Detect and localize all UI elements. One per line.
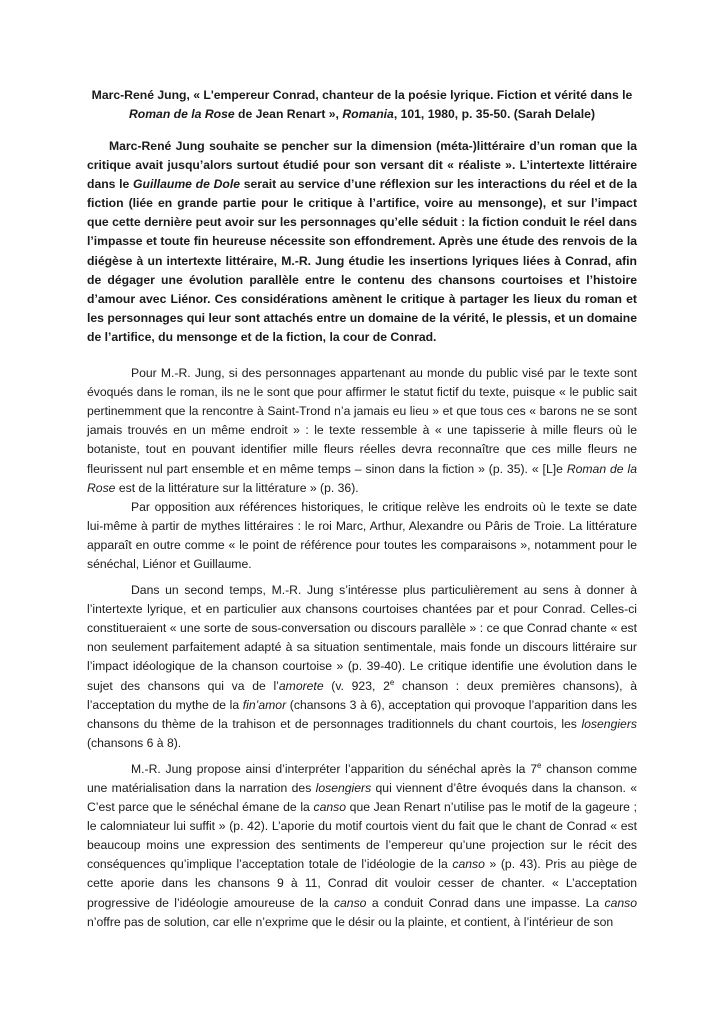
citation-author: de Jean Renart », <box>234 106 343 121</box>
body-paragraph-2 <box>87 498 637 574</box>
p4-italic-3: canso <box>452 857 485 872</box>
p1-text-1: Pour M.-R. Jung, si des personnages appartenant au monde du public visé par le texte sont évoqués dans le roman, ils ne le sont que pour affirmer le statut fictif du texte, puisque « le public sait pertinemment que la rencontre à Saint-Trond n’a jamais eu lieu » et que tous ces « barons ne se sont jamais trouvés en un même endroit » : le texte ressemble à « une tapisserie à mille fleurs où le botaniste, tout en pouvant identifier mille fleurs réelles devra reconnaître que ces mille fleurs ne fleurissent nul part ensemble et en même temps – sinon dans la fiction » (p. 35). « [L]e <box>87 366 637 476</box>
p4-text-4: que Jean Renart n’utilise pas le motif de la gageure ; le calomniateur lui suffit » (p. 42). L’aporie du motif courtois vient du fait que le chant de Conrad « est beaucoup moins une expression des sentiments de l’empereur qu’une projection sur le récit des conséquences qu’implique l’acceptation totale de l’idéologie de la <box>87 800 637 872</box>
p3-text-2: (v. 923, 2 <box>323 678 390 693</box>
p4-italic-4: canso <box>333 895 367 910</box>
p3-italic-3: losengiers <box>581 716 637 731</box>
p3-text-1: Dans un second temps, M.-R. Jung s’intéresse plus particulièrement au sens à donner à l’intertexte lyrique, et en particulier aux chansons courtoises chantées par et pour Conrad. Celles-ci constitueraient « une sorte de sous-conversation ou discours parallèle » : ce que Conrad chante « est non seulement parfaitement adapté à sa situation sentimentale, mais fonde un discours littéraire sur l’impact idéologique de la chanson courtoise » (p. 39-40). Le critique identifie une évolution dans le sujet des chansons qui va de l’ <box>87 583 637 693</box>
p4-text-3: qui viennent d’être évoqués dans la chanson. « C’est parce que le sénéchal émane de la <box>87 781 637 815</box>
p1-italic-1: Roman de la Rose <box>87 461 637 495</box>
citation-line-1: Marc-René Jung, « L'empereur Conrad, chanteur de la poésie lyrique. Fiction et vérité dans le <box>91 88 633 102</box>
citation-reference: , 101, 1980, p. 35-50. (Sarah Delale) <box>393 106 596 121</box>
p4-italic-5: canso <box>604 895 638 910</box>
p4-text-1: M.-R. Jung propose ainsi d’interpréter l’apparition du sénéchal après la 7 <box>131 761 537 776</box>
abstract-text-2: serait au service d’une réflexion sur les interactions du réel et de la fiction (liée en grande partie pour le critique à l’artifice, voire au mensonge), et sur l’impact que cette dernière peut avoir sur les personnages qu’elle séduit : la fiction conduit le réel dans l’impasse et toute fin heureuse nécessite son effondrement. Après une étude des renvois de la diégèse à un intertexte littéraire, M.-R. Jung étudie les insertions lyriques liées à Conrad, afin de dégager une évolution parallèle entre le contenu des chansons courtoises et l’histoire d’amour avec Liénor. Ces considérations amènent le critique à partager les lieux du roman et les personnages qui leur sont attachés entre un domaine de la vérité, le plessis, et un domaine de l’artifice, du mensonge et de la fiction, la cour de Conrad. <box>87 177 637 344</box>
body-paragraph-3 <box>87 581 637 753</box>
p2-text-1: Par opposition aux références historiques, le critique relève les endroits où le texte se date lui-même à partir de mythes littéraires : le roi Marc, Arthur, Alexandre ou Pâris de Troie. La littérature apparaît en outre comme « le point de référence pour toutes les comparaisons », notamment pour le sénéchal, Liénor et Guillaume. <box>87 499 637 571</box>
p4-text-5: » (p. 43). Pris au piège de cette aporie dans les chansons 9 à 11, Conrad dit vouloir cesser de chanter. « L’acceptation progressive de l’idéologie amoureuse de la <box>87 857 637 910</box>
p4-superscript: e <box>537 760 542 770</box>
p4-italic-1: losengiers <box>315 781 372 795</box>
citation-book-title: Roman de la Rose <box>128 106 235 121</box>
citation-journal: Romania <box>342 106 394 121</box>
p3-superscript: e <box>389 677 395 687</box>
p3-text-4: (chansons 3 à 6), acceptation qui provoque l’apparition dans les chansons du thème de la trahison et de personnages traditionnels du chant courtois, les <box>87 697 637 731</box>
abstract-paragraph <box>87 137 637 347</box>
p3-italic-2: fin’amor <box>242 697 287 712</box>
p4-text-2: chanson comme une matérialisation dans la narration des <box>87 761 638 795</box>
abstract-italic-title: Guillaume de Dole <box>133 177 240 192</box>
citation-header <box>87 86 637 123</box>
p3-italic-1: amorete <box>278 678 324 693</box>
body-paragraph-1 <box>87 364 637 498</box>
p4-text-7: n’offre pas de solution, car elle n’exprime que le désir ou la plainte, et contient, à l’intérieur de son <box>87 914 614 929</box>
p4-text-6: a conduit Conrad dans une impasse. La <box>366 895 605 910</box>
p3-text-5: (chansons 6 à 8). <box>87 735 182 750</box>
abstract-text-1: Marc-René Jung souhaite se pencher sur la dimension (méta-)littéraire d’un roman que la critique avait jusqu’alors surtout étudié pour son versant dit « réaliste ». L’intertexte littéraire dans le <box>87 139 637 192</box>
p3-text-3: chanson : deux premières chansons), à l’acceptation du mythe de la <box>87 678 637 712</box>
p4-italic-2: canso <box>313 800 347 815</box>
document-page <box>87 86 637 939</box>
body-paragraph-4 <box>87 760 637 932</box>
p1-text-2: est de la littérature sur la littérature » (p. 36). <box>115 480 359 495</box>
